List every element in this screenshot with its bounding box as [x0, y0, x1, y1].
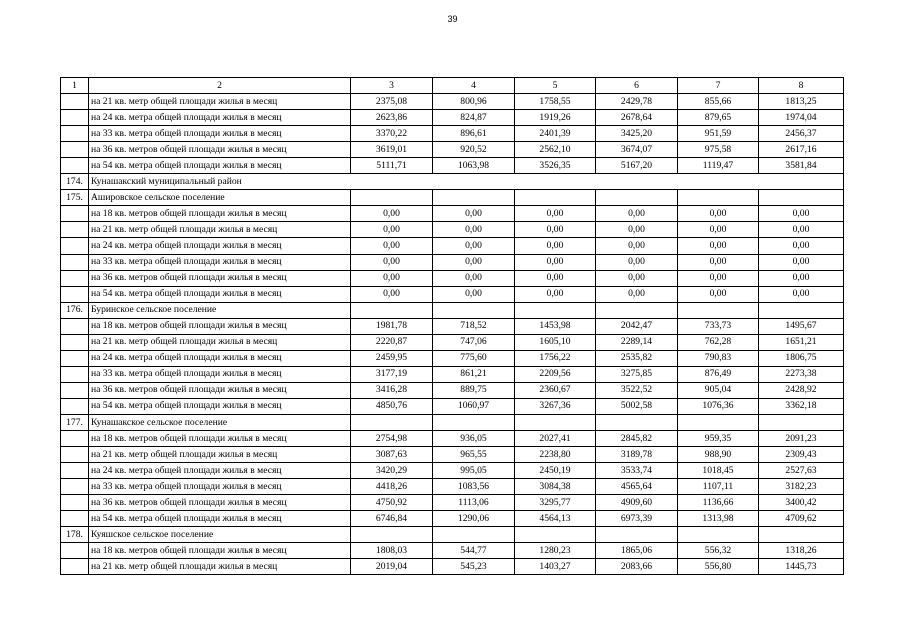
row-number: [61, 382, 89, 398]
value-cell: 0,00: [351, 206, 433, 222]
value-cell: 0,00: [596, 270, 678, 286]
value-cell: 920,52: [433, 142, 515, 158]
value-cell: 975,58: [678, 142, 759, 158]
value-cell: 4564,13: [515, 511, 596, 527]
table-row: [61, 142, 844, 158]
value-cell: 3370,22: [351, 126, 433, 142]
value-cell: 0,00: [515, 222, 596, 238]
table-row: [61, 110, 844, 126]
value-cell: 1018,45: [678, 463, 759, 479]
subsection-row: [61, 302, 844, 318]
row-number: [61, 463, 89, 479]
value-cell: 1808,03: [351, 543, 433, 559]
value-cell: 2238,80: [515, 447, 596, 463]
empty-cell: [515, 302, 596, 318]
value-cell: 0,00: [759, 270, 844, 286]
empty-cell: [678, 302, 759, 318]
value-cell: 0,00: [678, 222, 759, 238]
row-label: на 36 кв. метров общей площади жилья в месяц: [89, 142, 351, 158]
value-cell: 2678,64: [596, 110, 678, 126]
value-cell: 0,00: [515, 238, 596, 254]
value-cell: 0,00: [596, 254, 678, 270]
value-cell: 3400,42: [759, 495, 844, 511]
value-cell: 3674,07: [596, 142, 678, 158]
row-label: на 24 кв. метра общей площади жилья в месяц: [89, 238, 351, 254]
empty-cell: [433, 302, 515, 318]
column-header: 7: [678, 78, 759, 94]
value-cell: 0,00: [351, 286, 433, 302]
row-label: на 18 кв. метров общей площади жилья в месяц: [89, 431, 351, 447]
row-number: [61, 495, 89, 511]
subsection-row: [61, 190, 844, 206]
table-row: [61, 94, 844, 110]
empty-cell: [759, 302, 844, 318]
value-cell: 1403,27: [515, 559, 596, 575]
value-cell: 544,77: [433, 543, 515, 559]
value-cell: 1605,10: [515, 334, 596, 350]
value-cell: 0,00: [759, 222, 844, 238]
value-cell: 0,00: [433, 254, 515, 270]
row-number: [61, 270, 89, 286]
value-cell: 1495,67: [759, 318, 844, 334]
value-cell: 2042,47: [596, 318, 678, 334]
row-label: на 54 кв. метра общей площади жилья в месяц: [89, 398, 351, 414]
value-cell: 0,00: [759, 206, 844, 222]
empty-cell: [351, 190, 433, 206]
value-cell: 0,00: [433, 222, 515, 238]
value-cell: 0,00: [515, 206, 596, 222]
value-cell: 790,83: [678, 350, 759, 366]
section-row: [61, 174, 844, 190]
value-cell: 4750,92: [351, 495, 433, 511]
row-label: на 24 кв. метра общей площади жилья в месяц: [89, 463, 351, 479]
district-title: Кунашакский муниципальный район: [89, 174, 844, 190]
empty-cell: [351, 527, 433, 543]
value-cell: 2456,37: [759, 126, 844, 142]
row-label: на 54 кв. метра общей площади жилья в месяц: [89, 158, 351, 174]
value-cell: 556,80: [678, 559, 759, 575]
value-cell: 2289,14: [596, 334, 678, 350]
value-cell: 0,00: [351, 254, 433, 270]
value-cell: 889,75: [433, 382, 515, 398]
table-row: [61, 238, 844, 254]
row-number: 177.: [61, 414, 89, 430]
value-cell: 545,23: [433, 559, 515, 575]
value-cell: 0,00: [678, 238, 759, 254]
value-cell: 879,65: [678, 110, 759, 126]
tariff-table: [60, 77, 844, 575]
value-cell: 2360,67: [515, 382, 596, 398]
value-cell: 1313,98: [678, 511, 759, 527]
empty-cell: [515, 190, 596, 206]
value-cell: 1280,23: [515, 543, 596, 559]
empty-cell: [351, 414, 433, 430]
column-header: 1: [61, 78, 89, 94]
value-cell: 556,32: [678, 543, 759, 559]
row-number: 174.: [61, 174, 89, 190]
value-cell: 747,06: [433, 334, 515, 350]
row-label: на 18 кв. метров общей площади жилья в месяц: [89, 206, 351, 222]
empty-cell: [596, 302, 678, 318]
value-cell: 6746,84: [351, 511, 433, 527]
value-cell: 3182,23: [759, 479, 844, 495]
value-cell: 5167,20: [596, 158, 678, 174]
value-cell: 1076,36: [678, 398, 759, 414]
value-cell: 905,04: [678, 382, 759, 398]
row-number: [61, 142, 89, 158]
value-cell: 4709,62: [759, 511, 844, 527]
value-cell: 2617,16: [759, 142, 844, 158]
value-cell: 0,00: [596, 222, 678, 238]
value-cell: 0,00: [515, 254, 596, 270]
value-cell: 4418,26: [351, 479, 433, 495]
table-body: [61, 94, 844, 575]
value-cell: 733,73: [678, 318, 759, 334]
value-cell: 0,00: [433, 206, 515, 222]
row-number: 176.: [61, 302, 89, 318]
table-row: [61, 158, 844, 174]
table-row: [61, 270, 844, 286]
value-cell: 3420,29: [351, 463, 433, 479]
table-row: [61, 318, 844, 334]
value-cell: 2429,78: [596, 94, 678, 110]
value-cell: 855,66: [678, 94, 759, 110]
page-number: 39: [447, 14, 458, 24]
value-cell: 3522,52: [596, 382, 678, 398]
row-label: на 54 кв. метра общей площади жилья в месяц: [89, 286, 351, 302]
row-number: [61, 447, 89, 463]
value-cell: 3581,84: [759, 158, 844, 174]
value-cell: 995,05: [433, 463, 515, 479]
empty-cell: [433, 414, 515, 430]
empty-cell: [678, 414, 759, 430]
empty-cell: [596, 527, 678, 543]
row-number: [61, 366, 89, 382]
row-number: [61, 158, 89, 174]
row-number: [61, 206, 89, 222]
value-cell: 2375,08: [351, 94, 433, 110]
row-number: [61, 334, 89, 350]
table-row: [61, 495, 844, 511]
value-cell: 6973,39: [596, 511, 678, 527]
value-cell: 2401,39: [515, 126, 596, 142]
row-label: на 21 кв. метр общей площади жилья в месяц: [89, 94, 351, 110]
column-header: 2: [89, 78, 351, 94]
row-label: на 18 кв. метров общей площади жилья в месяц: [89, 318, 351, 334]
value-cell: 3267,36: [515, 398, 596, 414]
value-cell: 1453,98: [515, 318, 596, 334]
value-cell: 936,05: [433, 431, 515, 447]
empty-cell: [678, 527, 759, 543]
value-cell: 3362,18: [759, 398, 844, 414]
value-cell: 2845,82: [596, 431, 678, 447]
table-row: [61, 286, 844, 302]
value-cell: 762,28: [678, 334, 759, 350]
value-cell: 5111,71: [351, 158, 433, 174]
value-cell: 1806,75: [759, 350, 844, 366]
value-cell: 0,00: [678, 254, 759, 270]
value-cell: 2091,23: [759, 431, 844, 447]
value-cell: 3087,63: [351, 447, 433, 463]
row-number: [61, 543, 89, 559]
column-header: 8: [759, 78, 844, 94]
empty-cell: [596, 414, 678, 430]
column-header: 5: [515, 78, 596, 94]
row-label: на 54 кв. метра общей площади жилья в месяц: [89, 511, 351, 527]
table-row: [61, 511, 844, 527]
value-cell: 2562,10: [515, 142, 596, 158]
row-label: на 33 кв. метра общей площади жилья в месяц: [89, 126, 351, 142]
row-number: 175.: [61, 190, 89, 206]
value-cell: 0,00: [596, 286, 678, 302]
value-cell: 1107,11: [678, 479, 759, 495]
value-cell: 0,00: [678, 270, 759, 286]
empty-cell: [759, 527, 844, 543]
value-cell: 0,00: [759, 238, 844, 254]
row-number: 178.: [61, 527, 89, 543]
value-cell: 1756,22: [515, 350, 596, 366]
settlement-title: Кунашакское сельское поселение: [89, 414, 351, 430]
settlement-title: Ашировское сельское поселение: [89, 190, 351, 206]
value-cell: 2083,66: [596, 559, 678, 575]
value-cell: 0,00: [678, 286, 759, 302]
value-cell: 3416,28: [351, 382, 433, 398]
row-number: [61, 559, 89, 575]
settlement-title: Куяшское сельское поселение: [89, 527, 351, 543]
value-cell: 824,87: [433, 110, 515, 126]
value-cell: 800,96: [433, 94, 515, 110]
value-cell: 1290,06: [433, 511, 515, 527]
value-cell: 3295,77: [515, 495, 596, 511]
row-number: [61, 110, 89, 126]
row-label: на 21 кв. метр общей площади жилья в месяц: [89, 334, 351, 350]
subsection-row: [61, 414, 844, 430]
value-cell: 2428,92: [759, 382, 844, 398]
table-row: [61, 222, 844, 238]
row-label: на 24 кв. метра общей площади жилья в месяц: [89, 350, 351, 366]
value-cell: 1919,26: [515, 110, 596, 126]
value-cell: 0,00: [515, 270, 596, 286]
value-cell: 3526,35: [515, 158, 596, 174]
table-row: [61, 206, 844, 222]
value-cell: 1651,21: [759, 334, 844, 350]
table-row: [61, 463, 844, 479]
row-number: [61, 431, 89, 447]
row-number: [61, 238, 89, 254]
value-cell: 0,00: [351, 238, 433, 254]
value-cell: 2623,86: [351, 110, 433, 126]
table-row: [61, 398, 844, 414]
table-row: [61, 431, 844, 447]
value-cell: 2019,04: [351, 559, 433, 575]
value-cell: 0,00: [759, 254, 844, 270]
value-cell: 0,00: [433, 286, 515, 302]
value-cell: 3533,74: [596, 463, 678, 479]
value-cell: 896,61: [433, 126, 515, 142]
empty-cell: [515, 414, 596, 430]
table-row: [61, 334, 844, 350]
value-cell: 0,00: [433, 270, 515, 286]
value-cell: 1060,97: [433, 398, 515, 414]
row-label: на 36 кв. метров общей площади жилья в месяц: [89, 495, 351, 511]
value-cell: 4565,64: [596, 479, 678, 495]
value-cell: 0,00: [515, 286, 596, 302]
value-cell: 1758,55: [515, 94, 596, 110]
row-label: на 21 кв. метр общей площади жилья в месяц: [89, 447, 351, 463]
column-header: 6: [596, 78, 678, 94]
value-cell: 4850,76: [351, 398, 433, 414]
value-cell: 3177,19: [351, 366, 433, 382]
row-number: [61, 94, 89, 110]
row-number: [61, 350, 89, 366]
row-label: на 33 кв. метра общей площади жилья в месяц: [89, 366, 351, 382]
table-row: [61, 254, 844, 270]
row-number: [61, 318, 89, 334]
value-cell: 0,00: [351, 270, 433, 286]
row-label: на 33 кв. метра общей площади жилья в месяц: [89, 254, 351, 270]
row-label: на 33 кв. метра общей площади жилья в месяц: [89, 479, 351, 495]
table-row: [61, 447, 844, 463]
row-number: [61, 511, 89, 527]
value-cell: 1136,66: [678, 495, 759, 511]
value-cell: 3619,01: [351, 142, 433, 158]
value-cell: 2309,43: [759, 447, 844, 463]
value-cell: 0,00: [596, 206, 678, 222]
value-cell: 3275,85: [596, 366, 678, 382]
empty-cell: [351, 302, 433, 318]
empty-cell: [759, 414, 844, 430]
value-cell: 775,60: [433, 350, 515, 366]
value-cell: 988,90: [678, 447, 759, 463]
empty-cell: [515, 527, 596, 543]
value-cell: 965,55: [433, 447, 515, 463]
table-row: [61, 382, 844, 398]
value-cell: 2459,95: [351, 350, 433, 366]
column-header: 4: [433, 78, 515, 94]
value-cell: 1813,25: [759, 94, 844, 110]
table-row: [61, 350, 844, 366]
header-row: [61, 78, 844, 94]
empty-cell: [759, 190, 844, 206]
value-cell: 1318,26: [759, 543, 844, 559]
row-number: [61, 398, 89, 414]
value-cell: 0,00: [433, 238, 515, 254]
row-label: на 21 кв. метр общей площади жилья в месяц: [89, 222, 351, 238]
value-cell: 1063,98: [433, 158, 515, 174]
row-label: на 36 кв. метров общей площади жилья в месяц: [89, 270, 351, 286]
value-cell: 3425,20: [596, 126, 678, 142]
value-cell: 2209,56: [515, 366, 596, 382]
row-label: на 18 кв. метров общей площади жилья в месяц: [89, 543, 351, 559]
value-cell: 4909,60: [596, 495, 678, 511]
value-cell: 2027,41: [515, 431, 596, 447]
value-cell: 1119,47: [678, 158, 759, 174]
settlement-title: Буринское сельское поселение: [89, 302, 351, 318]
column-header: 3: [351, 78, 433, 94]
row-label: на 21 кв. метр общей площади жилья в месяц: [89, 559, 351, 575]
value-cell: 2220,87: [351, 334, 433, 350]
table-row: [61, 126, 844, 142]
empty-cell: [433, 190, 515, 206]
table-row: [61, 559, 844, 575]
value-cell: 0,00: [596, 238, 678, 254]
row-number: [61, 286, 89, 302]
value-cell: 1974,04: [759, 110, 844, 126]
row-label: на 24 кв. метра общей площади жилья в месяц: [89, 110, 351, 126]
value-cell: 2527,63: [759, 463, 844, 479]
row-number: [61, 254, 89, 270]
value-cell: 1113,06: [433, 495, 515, 511]
row-number: [61, 222, 89, 238]
value-cell: 1083,56: [433, 479, 515, 495]
empty-cell: [596, 190, 678, 206]
row-label: на 36 кв. метров общей площади жилья в месяц: [89, 382, 351, 398]
value-cell: 1981,78: [351, 318, 433, 334]
value-cell: 959,35: [678, 431, 759, 447]
value-cell: 2450,19: [515, 463, 596, 479]
value-cell: 1865,06: [596, 543, 678, 559]
value-cell: 3084,38: [515, 479, 596, 495]
value-cell: 876,49: [678, 366, 759, 382]
subsection-row: [61, 527, 844, 543]
empty-cell: [433, 527, 515, 543]
empty-cell: [678, 190, 759, 206]
table-row: [61, 543, 844, 559]
value-cell: 1445,73: [759, 559, 844, 575]
table-row: [61, 366, 844, 382]
value-cell: 2273,38: [759, 366, 844, 382]
row-number: [61, 479, 89, 495]
value-cell: 0,00: [759, 286, 844, 302]
table-row: [61, 479, 844, 495]
value-cell: 0,00: [351, 222, 433, 238]
value-cell: 951,59: [678, 126, 759, 142]
value-cell: 2535,82: [596, 350, 678, 366]
value-cell: 3189,78: [596, 447, 678, 463]
value-cell: 718,52: [433, 318, 515, 334]
value-cell: 5002,58: [596, 398, 678, 414]
value-cell: 0,00: [678, 206, 759, 222]
row-number: [61, 126, 89, 142]
value-cell: 861,21: [433, 366, 515, 382]
value-cell: 2754,98: [351, 431, 433, 447]
